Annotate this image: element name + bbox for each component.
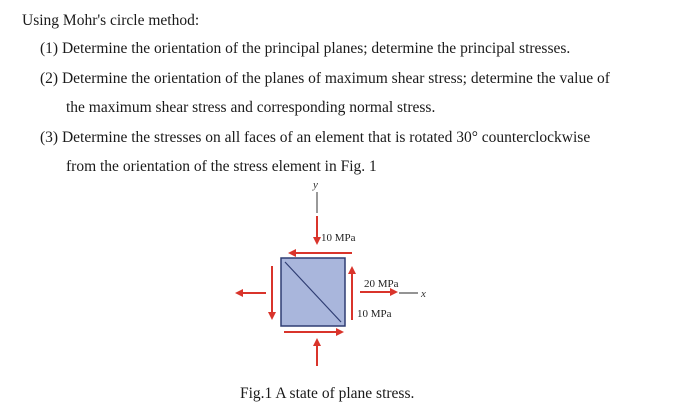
question-1: (1) Determine the orientation of the principal planes; determine the principal stresses. [40, 40, 571, 57]
top-stress-label: 10 MPa [321, 232, 356, 244]
right-shear-label: 10 MPa [357, 308, 392, 320]
question-3-line-1: (3) Determine the stresses on all faces of an element that is rotated 30° counterclockwise [40, 129, 591, 146]
problem-intro: Using Mohr's circle method: [22, 12, 200, 29]
figure-caption: Fig.1 A state of plane stress. [240, 385, 415, 402]
x-axis-label: x [421, 288, 426, 300]
question-2-line-1: (2) Determine the orientation of the planes of maximum shear stress; determine the value of [40, 70, 610, 87]
question-3-line-2: from the orientation of the stress element in Fig. 1 [66, 158, 377, 175]
right-normal-label: 20 MPa [364, 278, 399, 290]
question-2-line-2: the maximum shear stress and corresponding normal stress. [66, 99, 436, 116]
y-axis-label: y [313, 179, 318, 191]
